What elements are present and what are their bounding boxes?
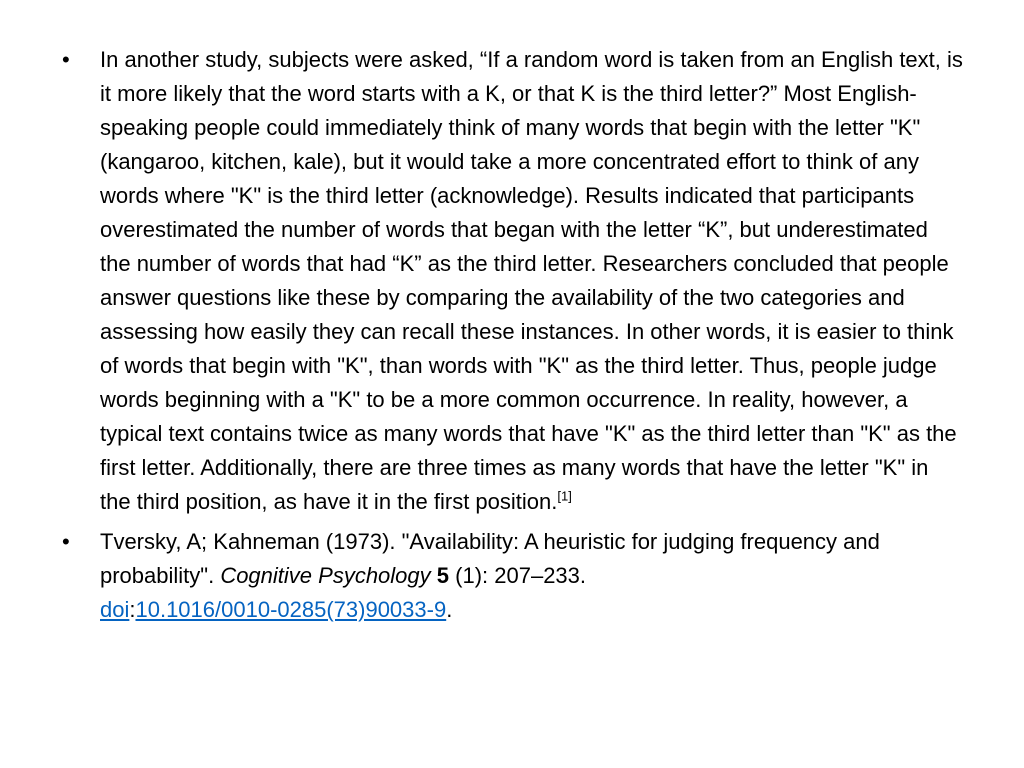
- bullet-dot-icon: •: [62, 47, 70, 72]
- citation-end: .: [446, 597, 453, 622]
- study-paragraph: [100, 43, 964, 519]
- doi-link[interactable]: doi: [100, 597, 130, 622]
- study-text: In another study, subjects were asked, “If a random word is taken from an English text, is it more likely that the word starts with a K, or that K is the third letter?” Most English-speaking people could immediately think of many words that begin with the letter "K" (kangaroo, kitchen, kale), but it would take a more concentrated effort to think of any words where "K" is the third letter (acknowledge). Results indicated that participants overestimated the number of words that began with the letter “K”, but underestimated the number of words that had “K” as the third letter. Researchers concluded that people answer questions like these by comparing the availability of the two categories and assessing how easily they can recall these instances. In other words, it is easier to think of words that begin with "K", than words with "K" as the third letter. Thus, people judge words beginning with a "K" to be a more common occurrence. In reality, however, a typical text contains twice as many words that have "K" as the third letter than "K" as the first letter. Additionally, there are three times as many words that have the letter "K" in the third position, as have it in the first position.: [100, 47, 963, 514]
- doi-value-link[interactable]: 10.1016/0010-0285(73)90033-9: [135, 597, 447, 622]
- bullet-list: [60, 43, 964, 627]
- doi-separator: :: [129, 597, 136, 622]
- bullet-item-study: [60, 43, 964, 519]
- citation-prefix: Tversky, A; Kahneman (1973). "Availability: A heuristic for judging frequency and probability".: [100, 529, 880, 588]
- journal-name: Cognitive Psychology: [220, 563, 431, 588]
- journal-volume: 5: [436, 563, 450, 588]
- bullet-dot-icon: •: [62, 529, 70, 554]
- citation-paragraph: [100, 525, 964, 627]
- journal-pages: (1): 207–233.: [449, 563, 587, 588]
- footnote-reference[interactable]: [1]: [557, 488, 572, 504]
- bullet-item-citation: [60, 525, 964, 627]
